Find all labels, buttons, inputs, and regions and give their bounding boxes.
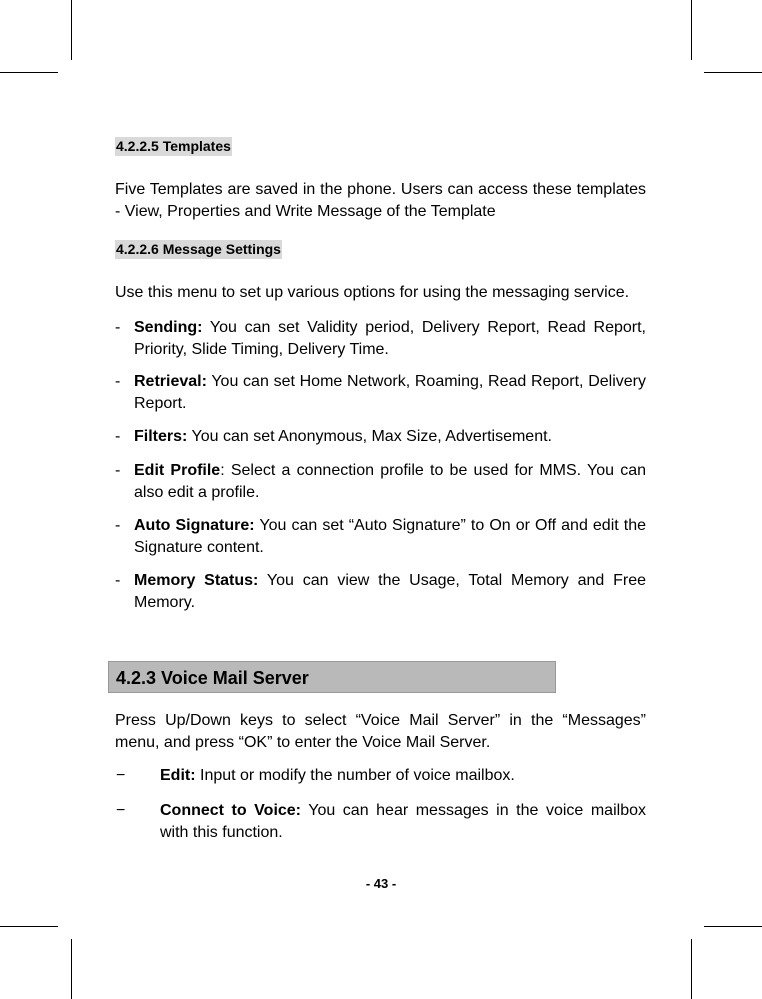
item-text: You can set “Auto Signature” to On or Off and edit the Signature content. bbox=[134, 517, 647, 556]
list-item bbox=[115, 515, 646, 559]
voice-mail-heading: 4.2.3 Voice Mail Server bbox=[116, 668, 309, 688]
crop-mark bbox=[0, 72, 58, 73]
list-item bbox=[115, 800, 646, 844]
list-item bbox=[115, 371, 646, 415]
item-text: You can set Home Network, Roaming, Read Report, Delivery Report. bbox=[134, 373, 646, 412]
message-settings-intro: Use this menu to set up various options for using the messaging service. bbox=[115, 284, 630, 301]
item-term: Filters: bbox=[134, 428, 188, 445]
item-term: Retrieval: bbox=[134, 373, 207, 390]
crop-mark bbox=[71, 0, 72, 60]
item-text: You can set Anonymous, Max Size, Advertisement. bbox=[187, 428, 552, 445]
voice-mail-intro: Press Up/Down keys to select “Voice Mail Server” in the “Messages” menu, and press “OK” to enter the Voice Mail Server. bbox=[115, 712, 646, 751]
templates-heading: 4.2.2.5 Templates bbox=[116, 138, 231, 154]
list-item bbox=[115, 426, 646, 448]
list-dash: - bbox=[115, 373, 121, 390]
item-term: Auto Signature: bbox=[134, 517, 255, 534]
list-dash: - bbox=[115, 428, 121, 445]
item-text: : Select a connection profile to be used for MMS. You can also edit a profile. bbox=[134, 462, 647, 501]
item-term: Edit: bbox=[160, 767, 196, 784]
list-item bbox=[115, 460, 646, 504]
item-text: You can view the Usage, Total Memory and Free Memory. bbox=[134, 572, 646, 611]
crop-mark bbox=[71, 939, 72, 999]
item-text: You can hear messages in the voice mailbox with this function. bbox=[160, 802, 646, 841]
item-term: Edit Profile bbox=[134, 462, 221, 479]
templates-body: Five Templates are saved in the phone. Users can access these templates - View, Properties and Write Message of the Template bbox=[115, 181, 646, 220]
crop-mark bbox=[704, 926, 762, 927]
list-dash: - bbox=[115, 517, 121, 534]
list-dash: − bbox=[116, 802, 126, 819]
item-text: You can set Validity period, Delivery Report, Read Report, Priority, Slide Timing, Delivery Time. bbox=[134, 319, 646, 358]
item-text: Input or modify the number of voice mailbox. bbox=[195, 767, 515, 784]
list-item bbox=[115, 570, 646, 614]
item-term: Connect to Voice: bbox=[160, 802, 302, 819]
list-dash: - bbox=[115, 462, 121, 479]
list-item bbox=[115, 317, 646, 361]
item-term: Sending: bbox=[134, 319, 203, 336]
crop-mark bbox=[691, 939, 692, 999]
item-term: Memory Status: bbox=[134, 572, 259, 589]
list-dash: - bbox=[115, 572, 121, 589]
list-item bbox=[115, 765, 646, 787]
crop-mark bbox=[0, 926, 58, 927]
voice-mail-section-bar bbox=[108, 661, 556, 693]
list-dash: − bbox=[116, 767, 126, 784]
crop-mark bbox=[691, 0, 692, 60]
list-dash: - bbox=[115, 319, 121, 336]
page-number: - 43 - bbox=[365, 876, 397, 891]
message-settings-heading: 4.2.2.6 Message Settings bbox=[116, 241, 281, 257]
crop-mark bbox=[704, 72, 762, 73]
